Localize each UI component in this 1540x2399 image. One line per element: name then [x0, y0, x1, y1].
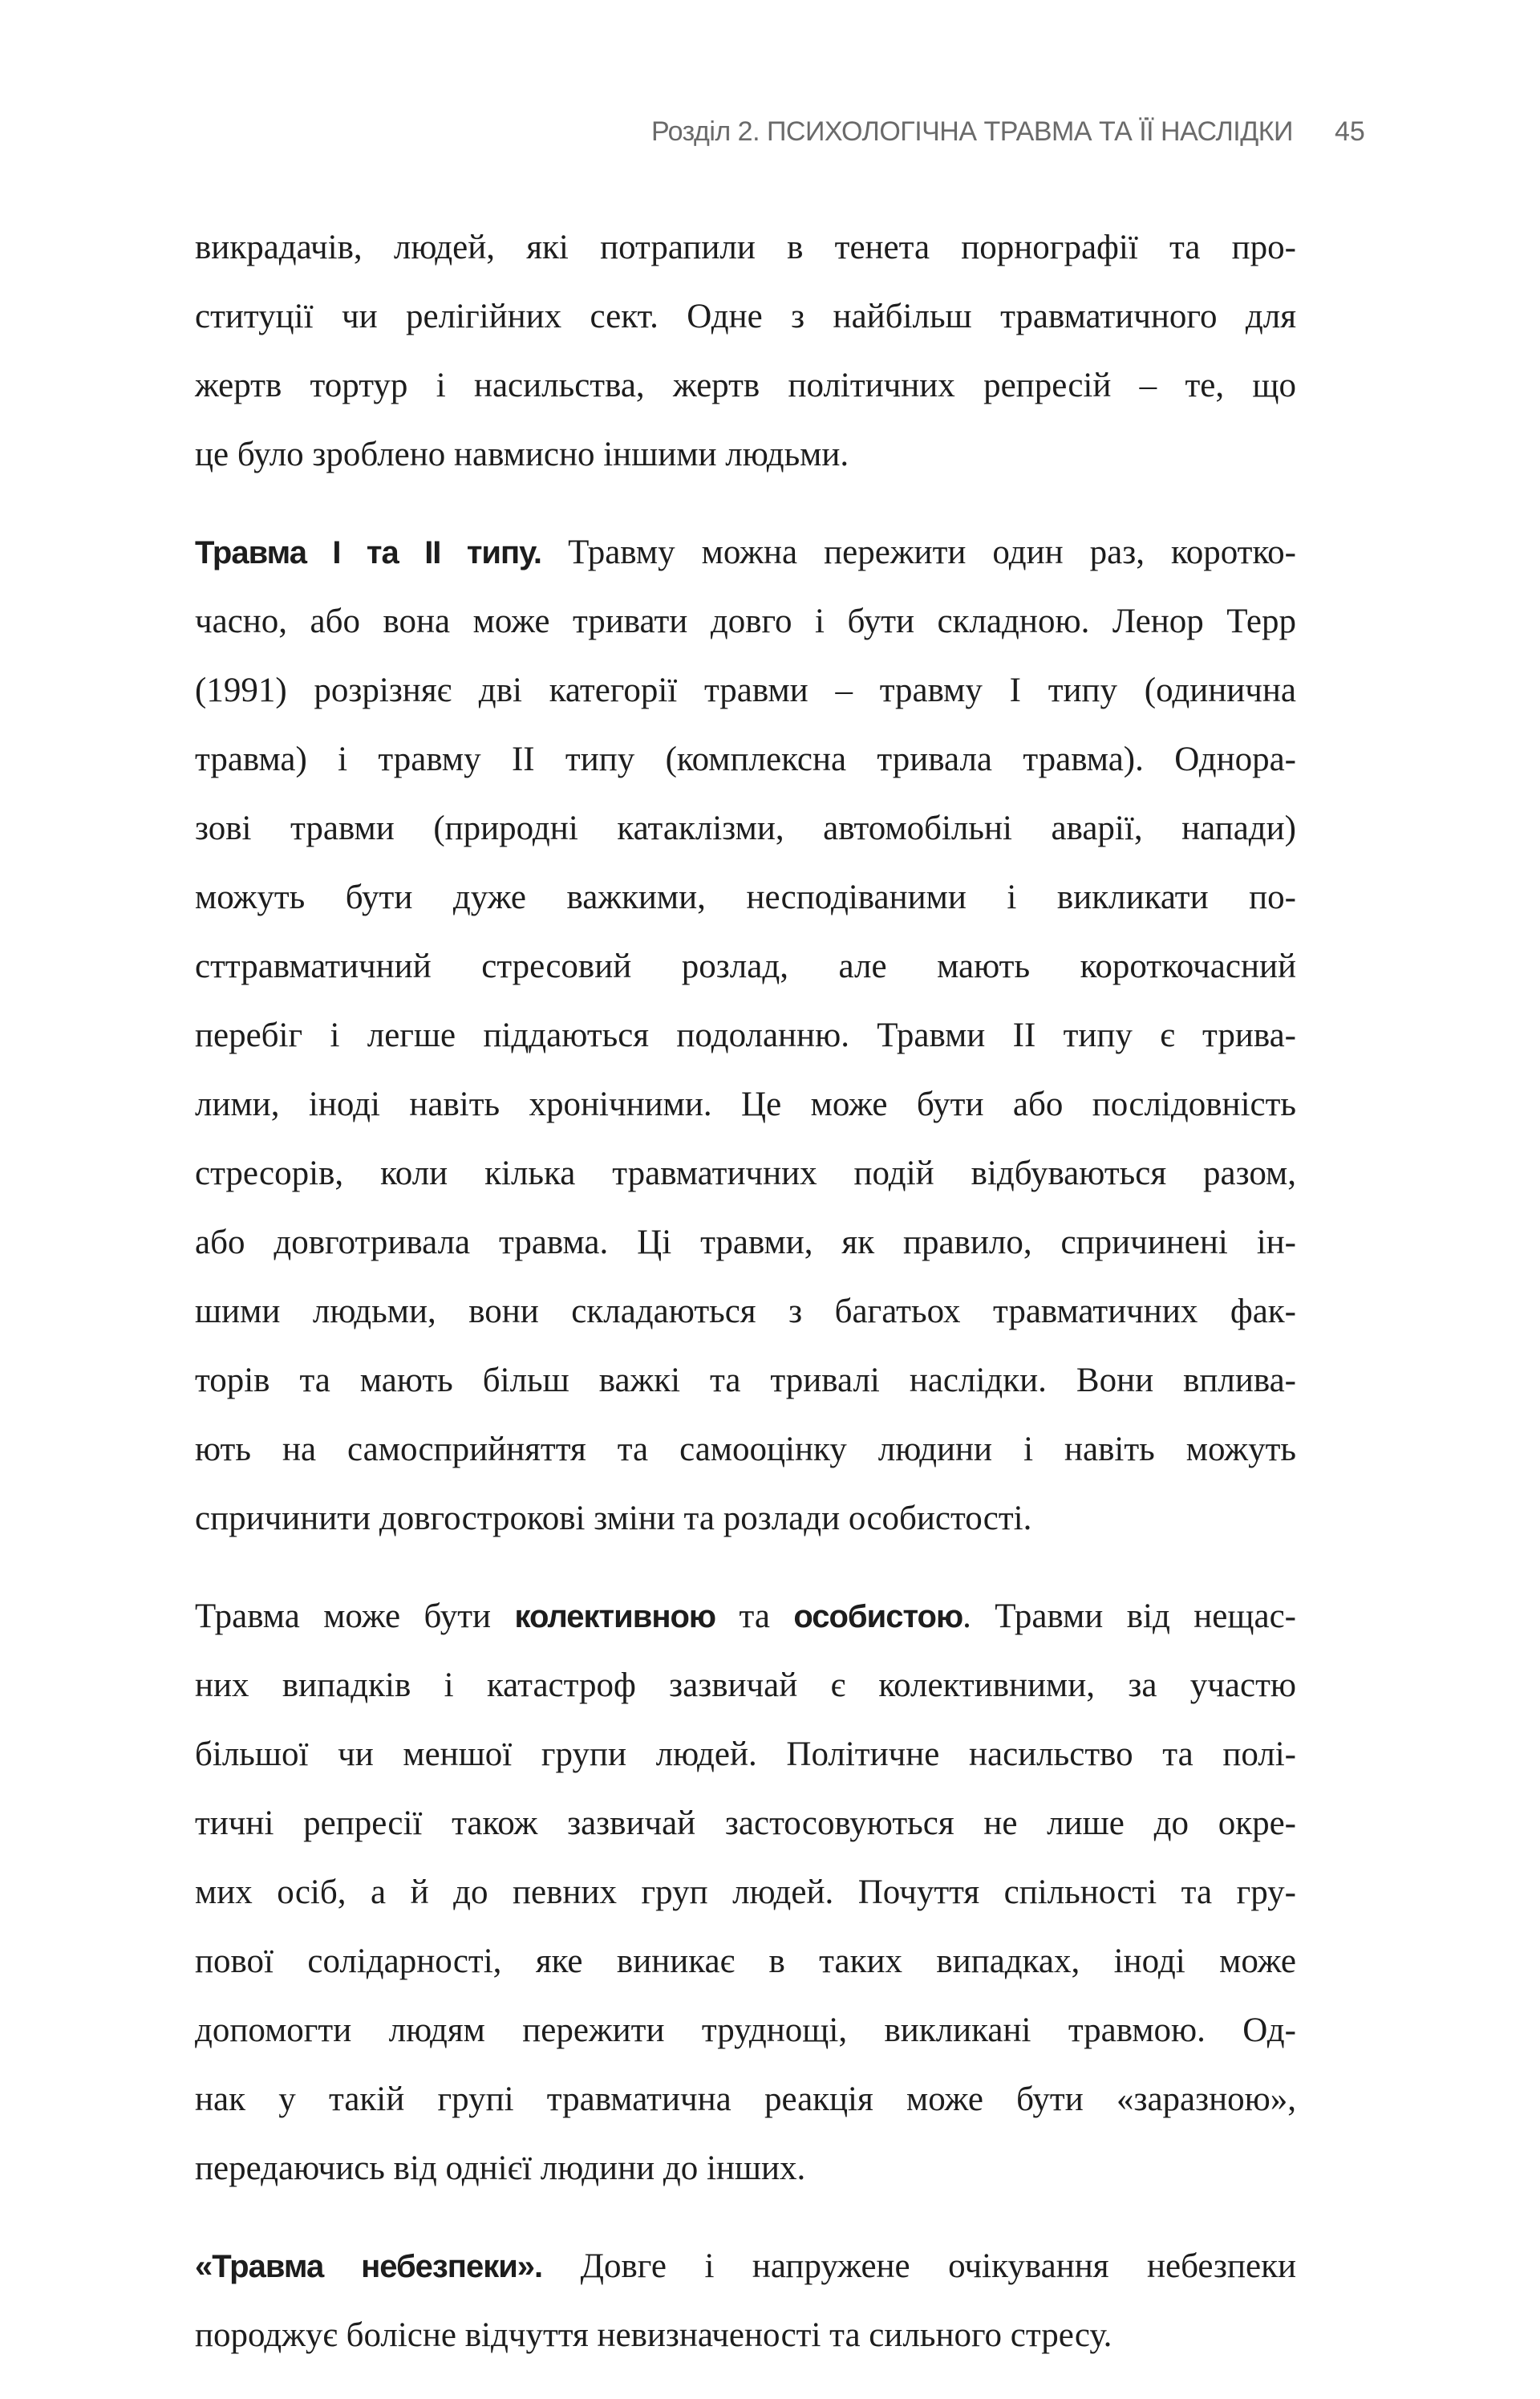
text-line [195, 2134, 1296, 2203]
bold-term: колективною [514, 1599, 716, 1634]
text-run: допомогти людям пережити труднощі, викликані травмою. Од- [195, 2011, 1296, 2049]
text-run: Довге і напружене очікування небезпеки [542, 2247, 1296, 2285]
text-run: передаючись від однієї людини до інших. [195, 2149, 806, 2187]
text-line [195, 1720, 1296, 1789]
text-line [195, 518, 1296, 587]
text-line [195, 2301, 1296, 2370]
paragraph [195, 518, 1296, 1553]
page-number: 45 [1335, 116, 1365, 147]
text-line [195, 1070, 1296, 1139]
text-run: Травму можна пережити один раз, коротко- [541, 534, 1296, 571]
running-head-title: Розділ 2. ПСИХОЛОГІЧНА ТРАВМА ТА ЇЇ НАСЛІДКИ [650, 116, 1293, 147]
bold-term: особистою [793, 1599, 963, 1634]
text-run: часно, або вона може тривати довго і бути складною. Ленор Терр [195, 603, 1296, 640]
text-line [195, 794, 1296, 863]
paragraph [195, 1582, 1296, 2203]
text-line [195, 1858, 1296, 1927]
text-run: жертв тортур і насильства, жертв політичних репресій – те, що [195, 367, 1296, 404]
text-line [195, 1346, 1296, 1415]
text-line [195, 1415, 1296, 1484]
paragraph [195, 2232, 1296, 2370]
text-line [195, 587, 1296, 656]
text-run: лими, іноді навіть хронічними. Це може бути або послідовність [195, 1086, 1296, 1123]
bold-term: Травма І та ІІ типу. [195, 535, 542, 570]
text-run: (1991) розрізняє дві категорії травми – травму І типу (одинична [195, 672, 1296, 709]
text-run: них випадків і катастроф зазвичай є колективними, за участю [195, 1666, 1296, 1704]
text-line [195, 1651, 1296, 1720]
text-run: це було зроблено навмисно іншими людьми. [195, 436, 849, 473]
text-run: або довготривала травма. Ці травми, як правило, спричинені ін- [195, 1224, 1296, 1261]
text-run: сттравматичний стресовий розлад, але мають короткочасний [195, 948, 1296, 985]
text-run: Травма може бути [195, 1597, 515, 1635]
text-line [195, 2065, 1296, 2134]
text-line [195, 1582, 1296, 1651]
text-run: ють на самосприйняття та самооцінку людини і навіть можуть [195, 1431, 1296, 1468]
text-line [195, 932, 1296, 1001]
text-line [195, 351, 1296, 420]
text-line [195, 1789, 1296, 1858]
text-line [195, 1139, 1296, 1208]
text-run: пової солідарності, яке виникає в таких випадках, іноді може [195, 1942, 1296, 1980]
text-run: мих осіб, а й до певних груп людей. Почуття спільності та гру- [195, 1873, 1296, 1911]
text-run: можуть бути дуже важкими, несподіваними і викликати по- [195, 879, 1296, 916]
text-run: більшої чи меншої групи людей. Політичне насильство та полі- [195, 1735, 1296, 1773]
text-line [195, 420, 1296, 489]
text-line [195, 1927, 1296, 1996]
paragraph [195, 213, 1296, 489]
text-run: торів та мають більш важкі та тривалі наслідки. Вони вплива- [195, 1362, 1296, 1399]
text-run: тичні репресії також зазвичай застосовуються не лише до окре- [195, 1804, 1296, 1842]
text-line [195, 725, 1296, 794]
text-line [195, 1277, 1296, 1346]
text-run: породжує болісне відчуття невизначеності та сильного стресу. [195, 2316, 1112, 2354]
text-line [195, 863, 1296, 932]
text-line [195, 1208, 1296, 1277]
text-run: перебіг і легше піддаються подоланню. Травми ІІ типу є трива- [195, 1017, 1296, 1054]
text-line [195, 1996, 1296, 2065]
bold-term: «Травма небезпеки». [195, 2249, 543, 2284]
body-text [195, 213, 1296, 2399]
text-run: травма) і травму ІІ типу (комплексна тривала травма). Однора- [195, 741, 1296, 778]
text-line [195, 656, 1296, 725]
text-run: ституції чи релігійних сект. Одне з найбільш травматичного для [195, 298, 1296, 335]
text-run: нак у такій групі травматична реакція може бути «заразною», [195, 2080, 1296, 2118]
text-run: спричинити довгострокові зміни та розлади особистості. [195, 1500, 1032, 1537]
text-run: стресорів, коли кілька травматичних подій відбуваються разом, [195, 1155, 1296, 1192]
text-line [195, 1484, 1296, 1553]
text-run: зові травми (природні катаклізми, автомобільні аварії, напади) [195, 810, 1296, 847]
text-line [195, 213, 1296, 282]
text-run: викрадачів, людей, які потрапили в тенета порнографії та про- [195, 229, 1296, 266]
text-line [195, 2232, 1296, 2301]
text-line [195, 282, 1296, 351]
text-run: шими людьми, вони складаються з багатьох травматичних фак- [195, 1293, 1296, 1330]
text-line [195, 1001, 1296, 1070]
text-run: та [715, 1597, 794, 1635]
text-run: . Травми від нещас- [962, 1597, 1296, 1635]
